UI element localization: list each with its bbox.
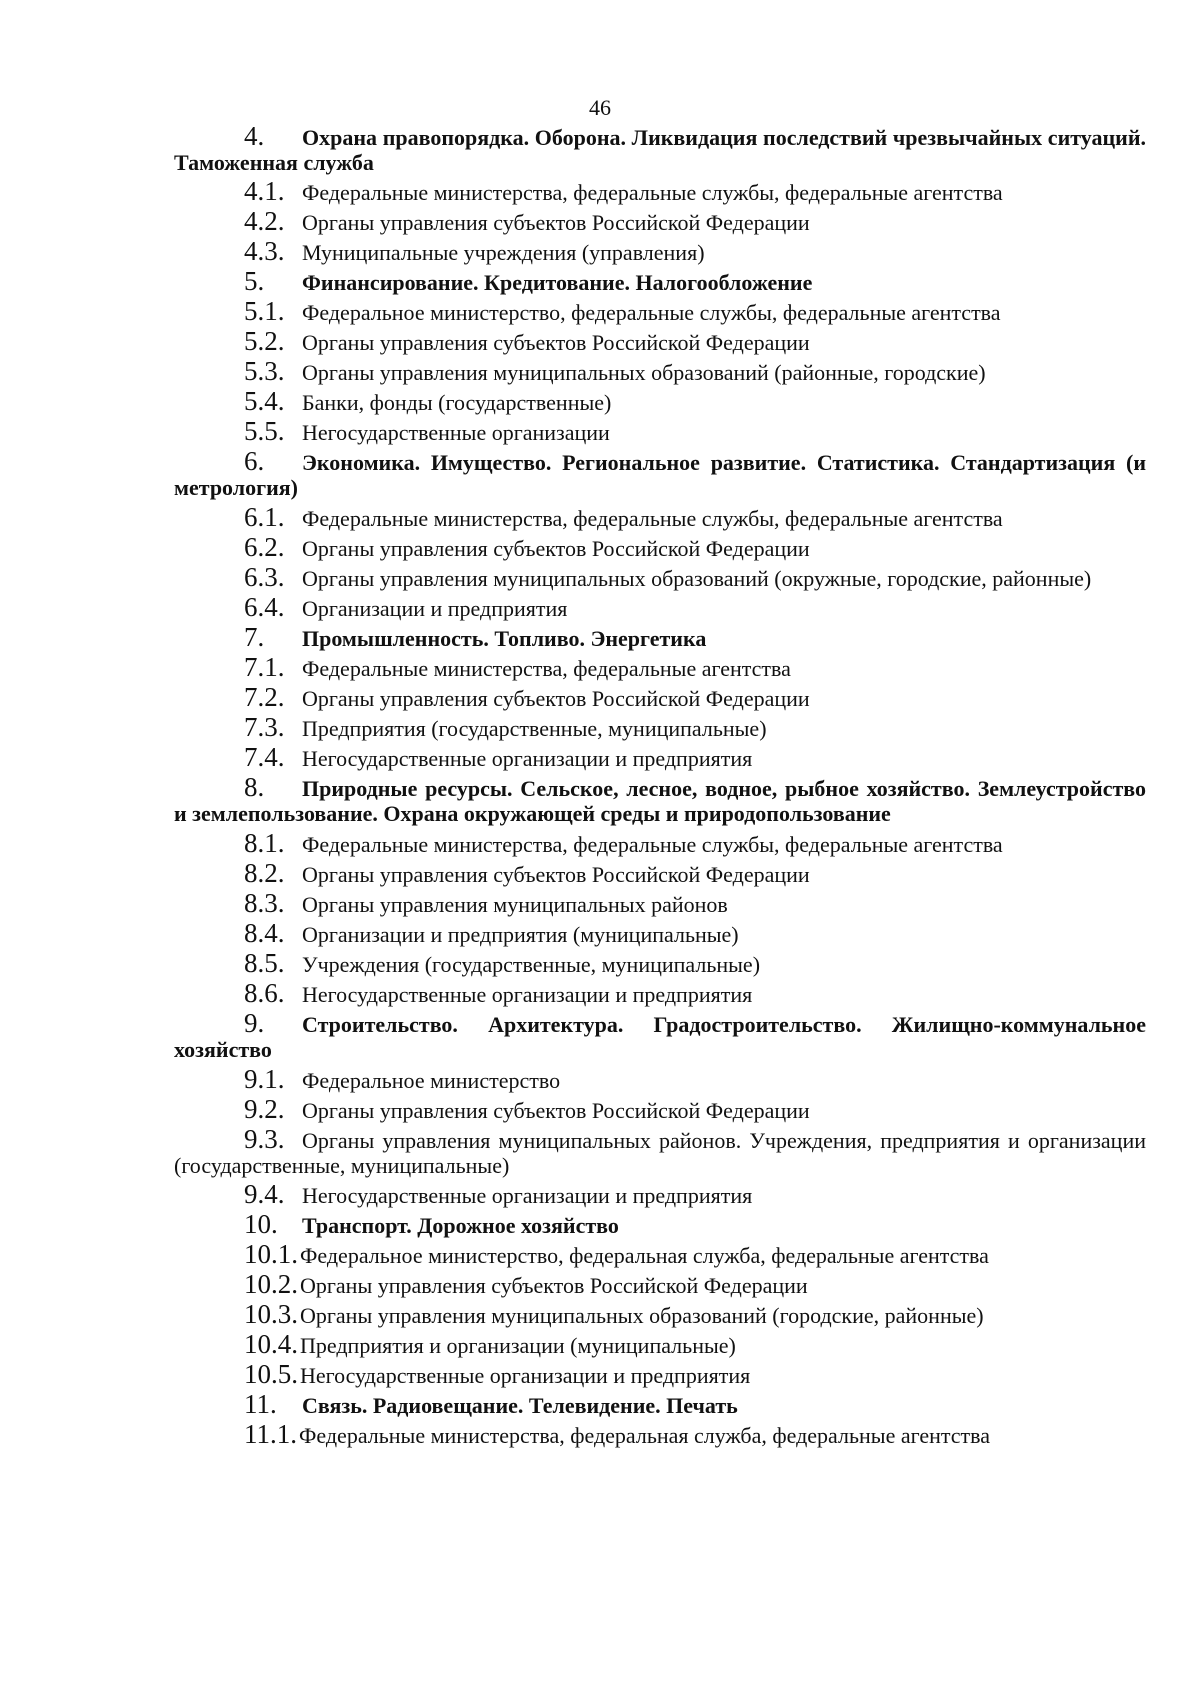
subsection-item <box>174 1179 1146 1209</box>
subsection-item <box>174 1239 1146 1269</box>
subsection-text: Предприятия и организации (муниципальные) <box>300 1333 736 1358</box>
subsection-item <box>174 1419 1146 1449</box>
section-title: Охрана правопорядка. Оборона. Ликвидация последствий чрезвычайных ситуаций. Таможенная служба <box>174 125 1146 175</box>
subsection-text: Муниципальные учреждения (управления) <box>302 240 705 265</box>
subsection-number: 8.4. <box>244 918 285 948</box>
subsection-number: 5.1. <box>244 296 285 326</box>
subsection-number: 7.2. <box>244 682 285 712</box>
subsection-text: Федеральное министерство, федеральная служба, федеральные агентства <box>300 1243 989 1268</box>
section-heading <box>174 622 1146 652</box>
subsection-text: Федеральные министерства, федеральные службы, федеральные агентства <box>302 506 1003 531</box>
subsection-item <box>174 828 1146 858</box>
subsection-item <box>174 978 1146 1008</box>
section-title: Промышленность. Топливо. Энергетика <box>302 626 707 651</box>
section-title: Финансирование. Кредитование. Налогообложение <box>302 270 813 295</box>
section-heading <box>174 1209 1146 1239</box>
subsection-text: Учреждения (государственные, муниципальные) <box>302 952 761 977</box>
subsection-item <box>174 918 1146 948</box>
subsection-text: Органы управления муниципальных образований (районные, городские) <box>302 360 986 385</box>
subsection-text: Федеральное министерство, федеральные службы, федеральные агентства <box>302 300 1001 325</box>
section-number: 5. <box>244 266 265 296</box>
section-heading <box>174 1008 1146 1062</box>
subsection-number: 6.1. <box>244 502 285 532</box>
section-title: Природные ресурсы. Сельское, лесное, водное, рыбное хозяйство. Землеустройство и землепользование. Охрана окружающей среды и природопользование <box>174 776 1146 826</box>
subsection-item <box>174 326 1146 356</box>
subsection-number: 7.1. <box>244 652 285 682</box>
subsection-text: Органы управления субъектов Российской Федерации <box>302 210 810 235</box>
section-number: 9. <box>244 1008 265 1038</box>
subsection-text: Федеральные министерства, федеральные службы, федеральные агентства <box>302 180 1003 205</box>
subsection-text: Негосударственные организации <box>302 420 610 445</box>
subsection-text: Органы управления субъектов Российской Федерации <box>302 330 810 355</box>
subsection-item <box>174 1299 1146 1329</box>
subsection-item <box>174 1359 1146 1389</box>
subsection-item <box>174 502 1146 532</box>
subsection-item <box>174 682 1146 712</box>
subsection-item <box>174 356 1146 386</box>
section-title: Экономика. Имущество. Региональное развитие. Статистика. Стандартизация (и метрология) <box>174 450 1146 500</box>
subsection-number: 5.5. <box>244 416 285 446</box>
subsection-text: Органы управления субъектов Российской Федерации <box>302 536 810 561</box>
section-title: Транспорт. Дорожное хозяйство <box>302 1213 619 1238</box>
subsection-text: Негосударственные организации и предприятия <box>300 1363 751 1388</box>
subsection-number: 9.1. <box>244 1064 285 1094</box>
subsection-number: 6.3. <box>244 562 285 592</box>
subsection-item <box>174 562 1146 592</box>
subsection-item <box>174 1064 1146 1094</box>
subsection-number: 7.3. <box>244 712 285 742</box>
subsection-number: 11.1. <box>244 1419 297 1449</box>
subsection-number: 5.3. <box>244 356 285 386</box>
subsection-item <box>174 1094 1146 1124</box>
subsection-number: 4.2. <box>244 206 285 236</box>
subsection-text: Банки, фонды (государственные) <box>302 390 612 415</box>
subsection-item <box>174 652 1146 682</box>
subsection-number: 6.4. <box>244 592 285 622</box>
section-number: 7. <box>244 622 265 652</box>
subsection-text: Негосударственные организации и предприятия <box>302 982 753 1007</box>
section-number: 8. <box>244 772 265 802</box>
subsection-number: 10.1. <box>244 1239 298 1269</box>
subsection-text: Органы управления субъектов Российской Федерации <box>302 686 810 711</box>
subsection-number: 10.4. <box>244 1329 298 1359</box>
section-heading <box>174 1389 1146 1419</box>
subsection-number: 4.1. <box>244 176 285 206</box>
subsection-number: 5.2. <box>244 326 285 356</box>
subsection-text: Органы управления муниципальных районов <box>302 892 728 917</box>
subsection-text: Органы управления субъектов Российской Федерации <box>300 1273 808 1298</box>
subsection-number: 6.2. <box>244 532 285 562</box>
subsection-number: 4.3. <box>244 236 285 266</box>
section-number: 4. <box>244 121 265 151</box>
subsection-item <box>174 386 1146 416</box>
subsection-text: Органы управления субъектов Российской Федерации <box>302 1098 810 1123</box>
section-title: Строительство. Архитектура. Градостроительство. Жилищно-коммунальное хозяйство <box>174 1012 1146 1062</box>
subsection-item <box>174 1269 1146 1299</box>
subsection-text: Федеральные министерства, федеральные службы, федеральные агентства <box>302 832 1003 857</box>
subsection-item <box>174 176 1146 206</box>
subsection-text: Федеральные министерства, федеральные агентства <box>302 656 791 681</box>
section-heading <box>174 266 1146 296</box>
subsection-text: Федеральные министерства, федеральная служба, федеральные агентства <box>299 1423 991 1448</box>
subsection-text: Федеральное министерство <box>302 1068 561 1093</box>
subsection-text: Организации и предприятия <box>302 596 568 621</box>
subsection-number: 10.3. <box>244 1299 298 1329</box>
subsection-text: Органы управления субъектов Российской Федерации <box>302 862 810 887</box>
subsection-number: 10.5. <box>244 1359 298 1389</box>
subsection-item <box>174 948 1146 978</box>
subsection-item <box>174 712 1146 742</box>
subsection-number: 8.3. <box>244 888 285 918</box>
subsection-number: 5.4. <box>244 386 285 416</box>
subsection-number: 10.2. <box>244 1269 298 1299</box>
subsection-item <box>174 858 1146 888</box>
subsection-item <box>174 532 1146 562</box>
subsection-text: Органы управления муниципальных образований (городские, районные) <box>300 1303 984 1328</box>
section-number: 6. <box>244 446 265 476</box>
subsection-item <box>174 206 1146 236</box>
subsection-number: 7.4. <box>244 742 285 772</box>
subsection-number: 8.6. <box>244 978 285 1008</box>
section-number: 11. <box>244 1389 277 1419</box>
subsection-text: Негосударственные организации и предприятия <box>302 1183 753 1208</box>
subsection-item <box>174 1329 1146 1359</box>
subsection-item <box>174 1124 1146 1178</box>
subsection-number: 9.4. <box>244 1179 285 1209</box>
subsection-number: 9.3. <box>244 1124 285 1154</box>
document-body <box>174 121 1146 1449</box>
subsection-text: Организации и предприятия (муниципальные) <box>302 922 739 947</box>
subsection-item <box>174 296 1146 326</box>
subsection-item <box>174 742 1146 772</box>
subsection-text: Предприятия (государственные, муниципальные) <box>302 716 767 741</box>
page-number: 46 <box>589 95 611 120</box>
subsection-number: 9.2. <box>244 1094 285 1124</box>
section-heading <box>174 446 1146 500</box>
subsection-text: Органы управления муниципальных районов. Учреждения, предприятия и организации (государственные, муниципальные) <box>174 1128 1146 1178</box>
subsection-item <box>174 888 1146 918</box>
subsection-number: 8.5. <box>244 948 285 978</box>
subsection-number: 8.2. <box>244 858 285 888</box>
subsection-item <box>174 416 1146 446</box>
section-number: 10. <box>244 1209 278 1239</box>
section-title: Связь. Радиовещание. Телевидение. Печать <box>302 1393 738 1418</box>
section-heading <box>174 121 1146 175</box>
subsection-text: Органы управления муниципальных образований (окружные, городские, районные) <box>302 566 1092 591</box>
section-heading <box>174 772 1146 826</box>
subsection-number: 8.1. <box>244 828 285 858</box>
subsection-item <box>174 592 1146 622</box>
subsection-text: Негосударственные организации и предприятия <box>302 746 753 771</box>
subsection-item <box>174 236 1146 266</box>
